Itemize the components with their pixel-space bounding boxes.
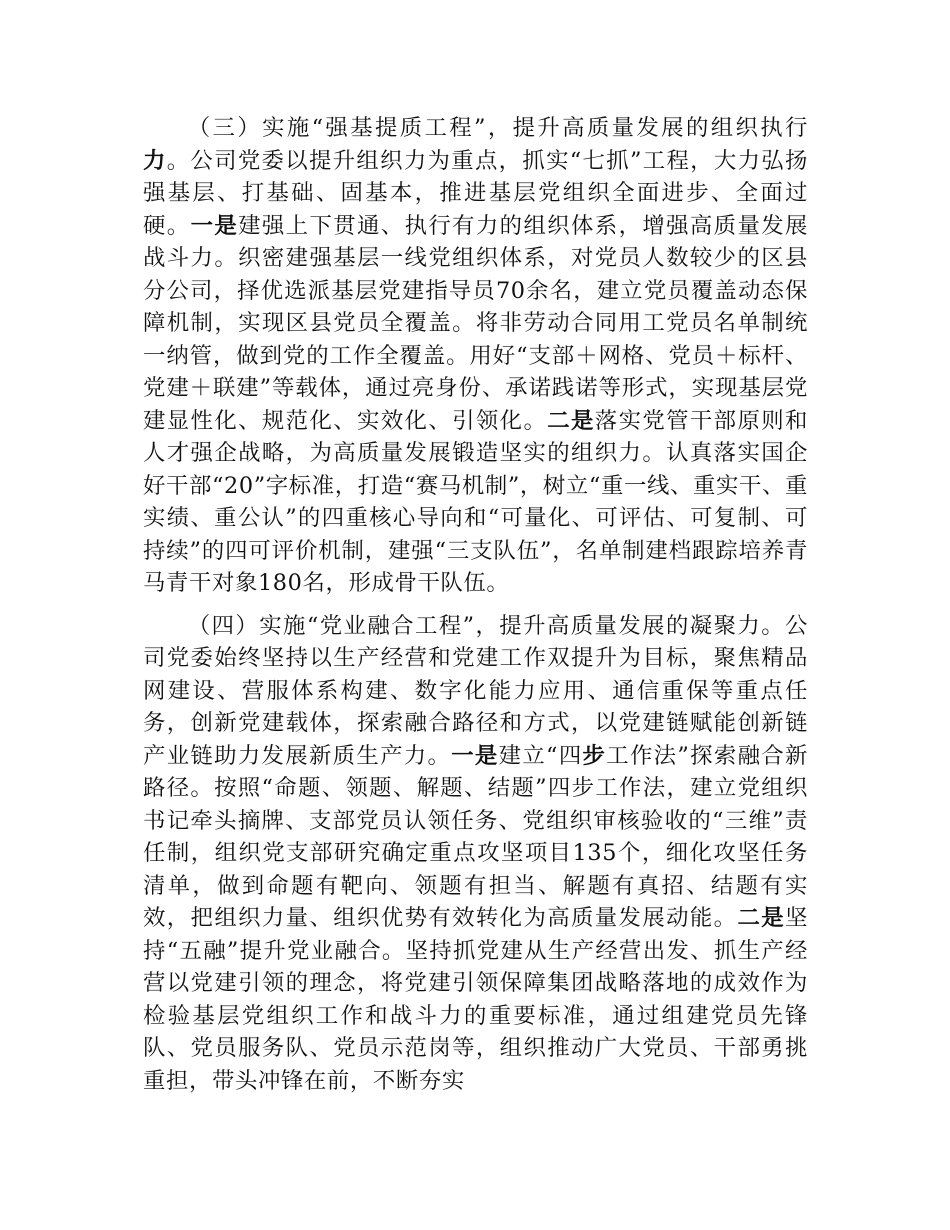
document-page bbox=[143, 112, 808, 1097]
text-run: 建强上下贯通、执行有力的组织体系，增强高质量发展战斗力。织密建强基层一线党组织体系，对党员人数较少的区县分公司，择优选派基层党建指导员70余名，建立党员覆盖动态保障机制，实现区县党员全覆盖。将非劳动合同用工党员名单制统一纳管，做到党的工作全覆盖。用好“支部＋网格、党员＋标杆、党建＋联建”等载体，通过亮身份、承诺践诺等形式，实现基层党建显性化、规范化、实效化、引领化。 bbox=[143, 212, 809, 434]
bold-text-run: 二是 bbox=[737, 905, 786, 931]
text-run: 工作法”探索融合新路径。按照“命题、领题、解题、结题”四步工作法，建立党组织书记牵头摘牌、支部党员认领任务、党组织审核验收的“三维”责任制，组织党支部研究确定重点攻坚项目135个，细化攻坚任务清单，做到命题有靶向、领题有担当、解题有真招、结题有实效，把组织力量、组织优势有效转化为高质量发展动能。 bbox=[143, 742, 808, 931]
bold-text-run: 一是 bbox=[451, 742, 499, 769]
text-run: 坚持“五融”提升党业融合。坚持抓党建从生产经营出发、抓生产经营以党建引领的理念，将党建引领保障集团战略落地的成效作为检验基层党组织工作和战斗力的重要标准，通过组建党员先锋队、党员服务队、党员示范岗等，组织推动广大党员、干部勇挑重担，带头冲锋在前，不断夯实 bbox=[143, 905, 809, 1094]
text-run: 建立“四 bbox=[498, 742, 583, 769]
text-run: 。公司党委以提升组织力为重点，抓实“七抓”工程，大力弘扬强基层、打基础、固基本，推进基层党组织全面进步、全面过硬。 bbox=[143, 147, 808, 239]
text-run: （四）实施“党业融合工程”，提升高质量发展的凝聚力。公司党委始终坚持以生产经营和党建工作双提升为目标，聚焦精品网建设、营服体系构建、数字化能力应用、通信重保等重点任务，创新党建载体，探索融合路径和方式，以党建链赋能创新链产业链助力发展新质生产力。 bbox=[143, 612, 808, 769]
text-run: （三）实施“强基提质工程”，提升高质量发展的组织执行 bbox=[187, 115, 808, 141]
bold-text-run: 步 bbox=[582, 742, 607, 769]
paragraph-section-3 bbox=[143, 112, 808, 600]
paragraph-section-4 bbox=[143, 610, 808, 1098]
bold-text-run: 二是 bbox=[547, 407, 595, 434]
bold-text-run: 力 bbox=[143, 147, 167, 174]
bold-text-run: 一是 bbox=[190, 212, 239, 239]
text-run: 落实党管干部原则和人才强企战略，为高质量发展锻造坚实的组织力。认真落实国企好干部“20”字标准，打造“赛马机制”，树立“重一线、重实干、重实绩、重公认”的四重核心导向和“可量化、可评估、可复制、可持续”的四可评价机制，建强“三支队伍”，名单制建档跟踪培养青马青干对象180名，形成骨干队伍。 bbox=[143, 407, 809, 596]
